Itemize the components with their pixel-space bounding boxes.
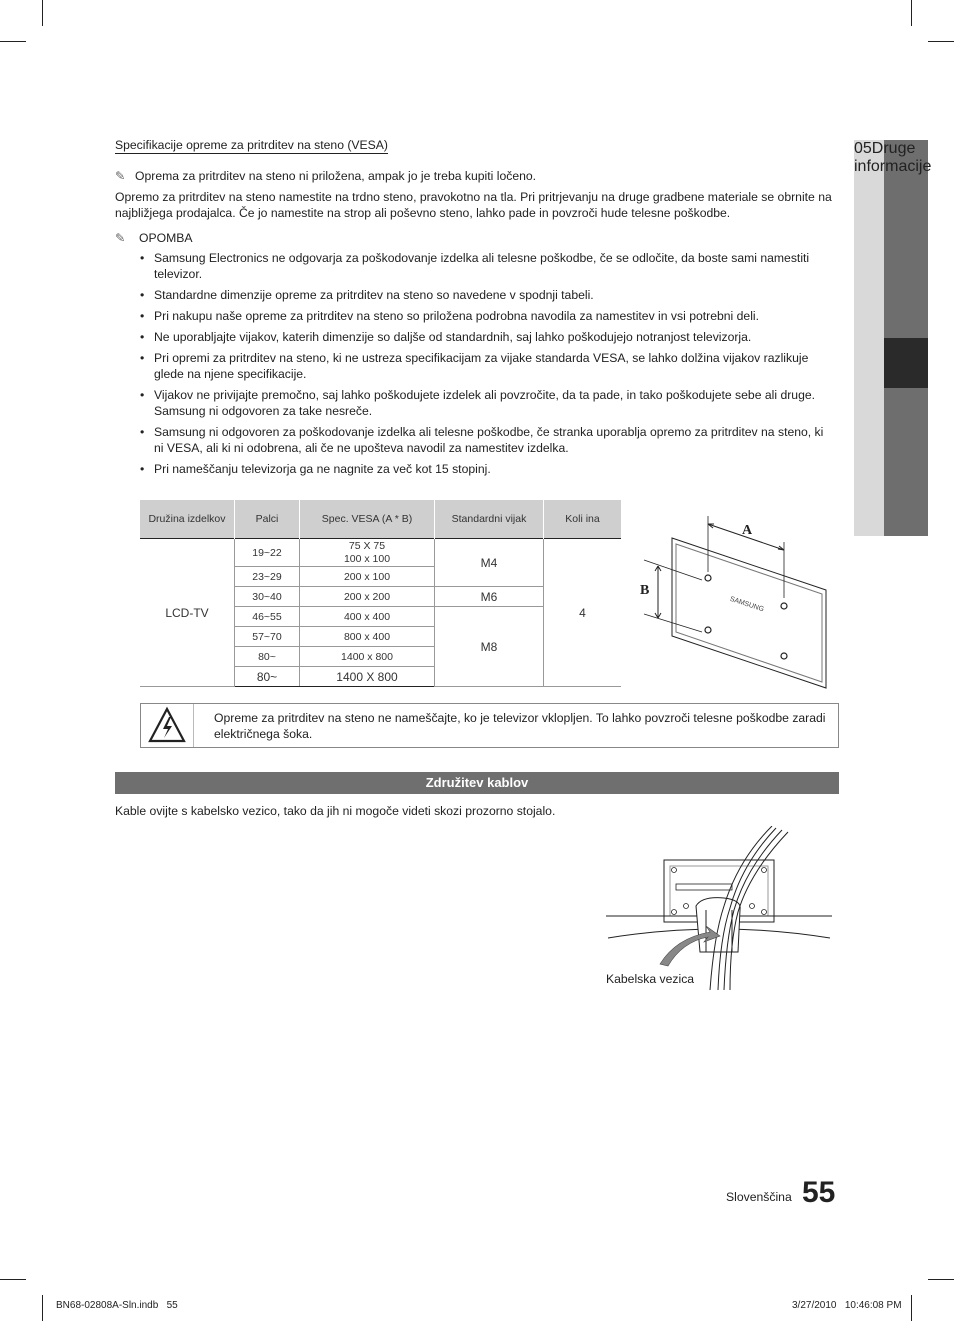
warning-text: Opreme za pritrditev na steno ne nameščajte, ko je televizor vklopljen. To lahko povzroči telesne poškodbe zaradi električnega šoka.: [214, 711, 826, 741]
note-label: OPOMBA: [139, 231, 193, 245]
chapter-title: Druge informacije: [854, 140, 932, 175]
crop-mark: [928, 41, 954, 42]
screw-cell: M8: [435, 607, 544, 687]
list-item: • Vijakov ne privijajte premočno, saj lahko poškodujete izdelek ali povzročite, da ta pade, in tako poškodujete sebe ali druge. Samsung ni odgovoren za take nesreče.: [138, 387, 834, 419]
page-language: Slovenščina: [726, 1190, 792, 1204]
vesa-cell: 800 x 400: [300, 627, 435, 647]
note-line: [115, 168, 835, 184]
chapter-number: 05: [854, 140, 872, 157]
footer-file: BN68-02808A-Sln.indb 55: [56, 1300, 178, 1311]
table-header: Spec. VESA (A * B): [300, 500, 435, 539]
inch-cell: 19~22: [235, 539, 300, 567]
diagram-caption: Kabelska vezica: [606, 972, 695, 986]
screw-cell: M6: [435, 587, 544, 607]
chapter-tab-block: [884, 388, 928, 536]
vesa-cell: 400 x 400: [300, 607, 435, 627]
crop-mark: [911, 1295, 912, 1321]
crop-mark: [911, 0, 912, 26]
chapter-tab-marker: [884, 338, 928, 388]
chapter-label: [854, 140, 954, 176]
cable-tie-diagram: [606, 826, 832, 990]
inch-cell: 80~: [235, 647, 300, 667]
warning-box: [140, 703, 839, 748]
crop-mark: [928, 1279, 954, 1280]
vesa-cell: 200 x 200: [300, 587, 435, 607]
paragraph: Kable ovijte s kabelsko vezico, tako da jih ni mogoče videti skozi prozorno stojalo.: [115, 804, 556, 818]
pencil-icon: ✎: [115, 231, 126, 245]
pencil-icon: ✎: [115, 169, 126, 183]
note-heading: [115, 230, 193, 246]
crop-mark: [42, 1295, 43, 1321]
vesa-cell: 1400 X 800: [300, 667, 435, 687]
vesa-table: [140, 500, 621, 687]
list-item: • Pri opremi za pritrditev na steno, ki ne ustreza specifikacijam za vijake standarda VESA, se lahko dolžina vijakov razlikuje glede na njene specifikacije.: [138, 350, 834, 382]
vesa-cell: [300, 539, 435, 567]
list-item: • Pri nameščanju televizorja ga ne nagnite za več kot 15 stopinj.: [138, 461, 834, 477]
dimension-label-b: B: [640, 583, 650, 598]
inch-cell: 80~: [235, 667, 300, 687]
inch-cell: 23~29: [235, 567, 300, 587]
list-item: • Pri nakupu naše opreme za pritrditev na steno so priložena podrobna navodila za namestitev in vsi potrebni deli.: [138, 308, 834, 324]
section-heading: Specifikacije opreme za pritrditev na steno (VESA): [115, 138, 388, 152]
family-cell: LCD-TV: [140, 539, 235, 687]
warning-icon-box: [141, 704, 194, 747]
list-item: • Ne uporabljajte vijakov, katerih dimenzije so daljše od standardnih, saj lahko poškodujejo notranjost televizorja.: [138, 329, 834, 345]
quantity-cell: 4: [544, 539, 622, 687]
inch-cell: 46~55: [235, 607, 300, 627]
vesa-cell: 200 x 100: [300, 567, 435, 587]
footer-timestamp: 3/27/2010 10:46:08 PM: [792, 1300, 902, 1311]
chapter-tab: [854, 140, 928, 536]
chapter-tab-light: [854, 140, 884, 536]
vesa-cell: 1400 x 800: [300, 647, 435, 667]
electric-shock-warning-icon: [141, 704, 193, 747]
inch-cell: 57~70: [235, 627, 300, 647]
vesa-diagram: [636, 510, 836, 695]
vesa-value: 100 x 100: [343, 552, 391, 565]
page-number: 55: [802, 1176, 836, 1209]
list-item: • Samsung Electronics ne odgovarja za poškodovanje izdelka ali telesne poškodbe, če se odločite, da boste sami namestiti televizor.: [138, 250, 834, 282]
vesa-value: 75 X 75: [348, 539, 386, 552]
crop-mark: [42, 0, 43, 26]
note-list: [138, 250, 834, 482]
list-item: • Standardne dimenzije opreme za pritrditev na steno so navedene v spodnji tabeli.: [138, 287, 834, 303]
table-header: Standardni vijak: [435, 500, 544, 539]
section-title-bar: Združitev kablov: [115, 772, 839, 794]
table-header: Koli ina: [544, 500, 622, 539]
brand-logo: SAMSUNG: [728, 595, 765, 614]
table-header: Palci: [235, 500, 300, 539]
screw-cell: M4: [435, 539, 544, 587]
inch-cell: 30~40: [235, 587, 300, 607]
list-item: • Samsung ni odgovoren za poškodovanje izdelka ali telesne poškodbe, če stranka uporablja opremo za pritrditev na steno, ki ni VESA, ali ki ni odobrena, ali če ne upošteva navodil za namestitev izdelka.: [138, 424, 834, 456]
paragraph: Opremo za pritrditev na steno namestite na trdno steno, pravokotno na tla. Pri pritrjevanju na druge gradbene materiale se obrnite na najbližjega prodajalca. Če jo namestite na strop ali poševno steno, lahko pade in povzroči hude telesne poškodbe.: [115, 190, 832, 220]
crop-mark: [0, 1279, 26, 1280]
crop-mark: [0, 41, 26, 42]
table-header: Družina izdelkov: [140, 500, 235, 539]
table-row: [140, 539, 621, 567]
note-text: Oprema za pritrditev na steno ni priložena, ampak jo je treba kupiti ločeno.: [135, 169, 537, 183]
dimension-label-a: A: [742, 523, 753, 538]
